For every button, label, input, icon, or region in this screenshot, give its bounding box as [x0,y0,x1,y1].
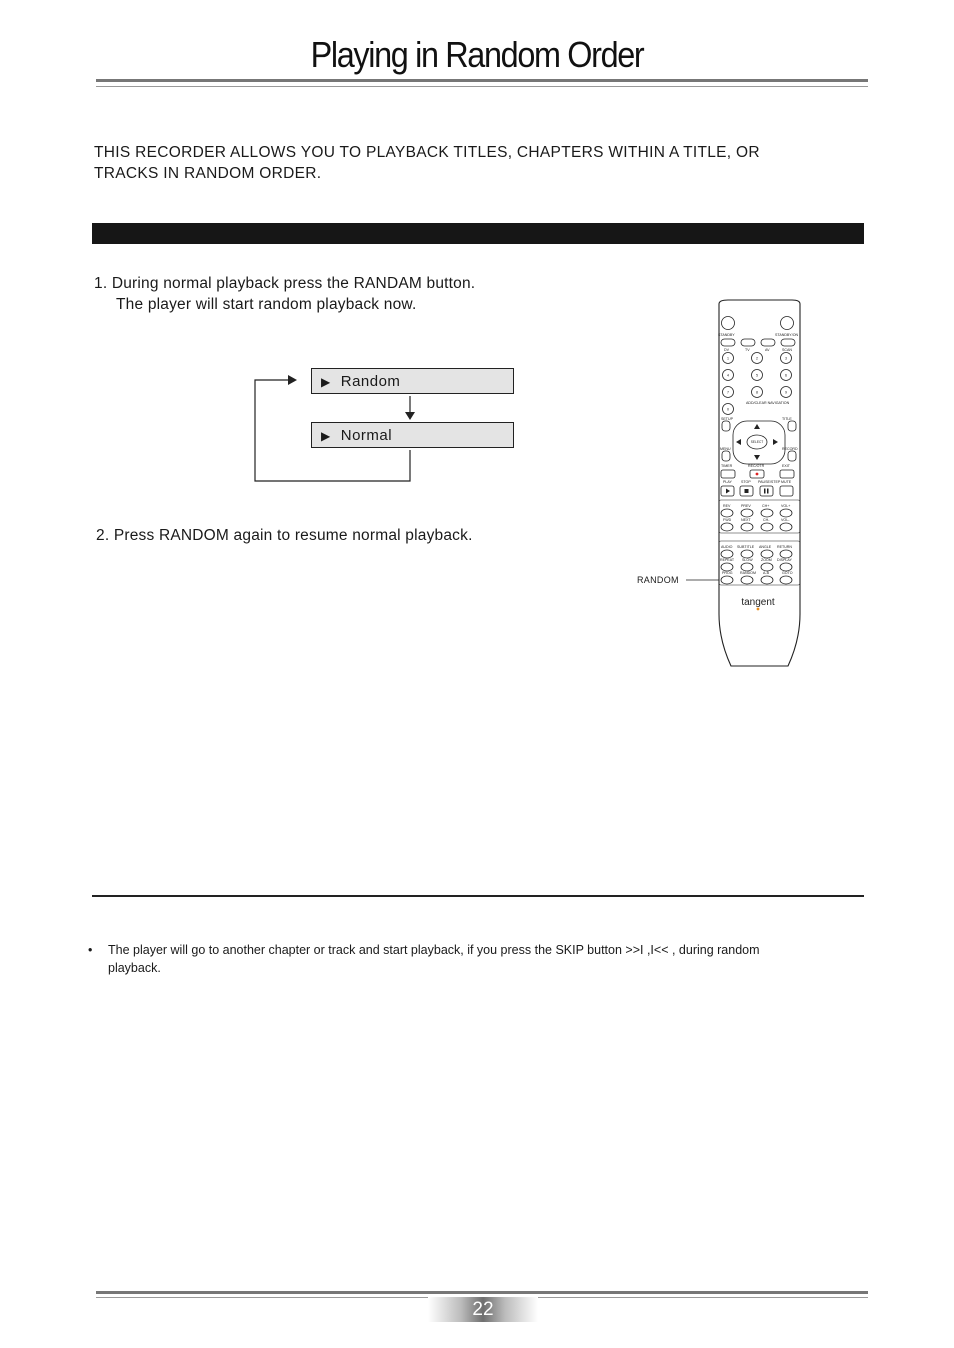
remote-num-0: 0 [727,407,729,412]
footer-rule [96,1291,868,1294]
remote-prev: PREV [741,504,751,508]
flow-state-normal [311,422,514,448]
step-2: 2. Press RANDOM again to resume normal playback. [96,527,473,544]
remote-zoom: ZOOM [761,558,772,562]
remote-record: RECORD [782,447,798,451]
remote-goto: GOTO [782,571,793,575]
remote-standby-on: STANDBY/ON [775,333,799,337]
remote-num-5: 5 [756,373,758,378]
remote-pause: PAUSE/STEP [758,480,781,484]
remote-dv: DV [724,348,729,352]
remote-play: PLAY [723,480,732,484]
remote-add-clear: ADD/CLEAR NAVIGATION [746,401,790,405]
remote-menu: MENU [720,447,731,451]
remote-brand-logo: tangent [741,597,775,608]
remote-scan: SCAN [782,348,792,352]
remote-standby: STANDBY [718,333,735,337]
remote-num-6: 6 [785,373,787,378]
remote-prog: PROG [722,571,733,575]
remote-exit: EXIT [782,464,790,468]
remote-num-2: 2 [756,356,758,361]
intro-line-1: THIS RECORDER ALLOWS YOU TO PLAYBACK TITLES, CHAPTERS WITHIN A TITLE, OR [94,144,760,161]
remote-subtitle: SUBTITLE [737,545,755,549]
remote-num-4: 4 [727,373,729,378]
play-icon: ▶ [321,375,331,389]
remote-rev: REV [723,504,731,508]
remote-av: AV [765,348,770,352]
section-bar [92,223,864,244]
remote-recotr: REC/OTR [748,464,765,468]
flow-state-random [311,368,514,394]
remote-stop: STOP [741,480,751,484]
remote-repeat: REPEAT [720,558,735,562]
remote-control-illustration [686,296,826,676]
remote-audio: AUDIO [721,545,733,549]
section-divider [92,895,864,897]
random-callout-label: RANDOM [637,575,679,585]
step-1 [94,273,475,315]
header-rule [96,79,868,82]
remote-select: SELECT [750,440,764,445]
remote-fwd: FWD [723,518,732,522]
remote-voldown: VOL- [781,518,790,522]
remote-ab: A-B [763,571,769,575]
remote-return: RETURN [777,545,792,549]
header-rule-thin [96,86,868,87]
remote-display: DISPLAY [777,558,792,562]
remote-slow: SLOW [742,558,753,562]
play-icon: ▶ [321,429,331,443]
remote-next: NEXT [741,518,751,522]
remote-num-9: 9 [785,390,787,395]
step-1-line-1: 1. During normal playback press the RANDAM button. [94,275,476,292]
flow-random-label: Random [340,373,401,390]
flow-normal-label: Normal [340,427,393,444]
remote-angle: ANGLE [759,545,772,549]
remote-random: RANDOM [740,571,756,575]
remote-title: TITLE [782,417,792,421]
remote-tv: TV [745,348,750,352]
remote-mute: MUTE [781,480,792,484]
note [88,941,808,977]
remote-timer: TIMER [721,464,733,468]
note-text: The player will go to another chapter or track and start playback, if you press the SKIP button >>I ,I<< , during random playback. [108,943,760,975]
intro-line-2: TRACKS IN RANDOM ORDER. [94,165,322,182]
page-title: Playing in Random Order [310,34,644,75]
note-bullet: • [88,943,93,957]
remote-chdown: CH- [763,518,770,522]
intro-text [94,142,854,184]
step-1-line-2: The player will start random playback now. [116,296,417,313]
remote-num-1: 1 [727,356,729,361]
page-number: 22 [472,1299,494,1320]
remote-setup: SETUP [721,417,733,421]
remote-chup: CH+ [762,504,770,508]
remote-volup: VOL+ [781,504,791,508]
remote-num-8: 8 [756,390,758,395]
remote-num-3: 3 [785,356,787,361]
remote-num-7: 7 [727,390,729,395]
